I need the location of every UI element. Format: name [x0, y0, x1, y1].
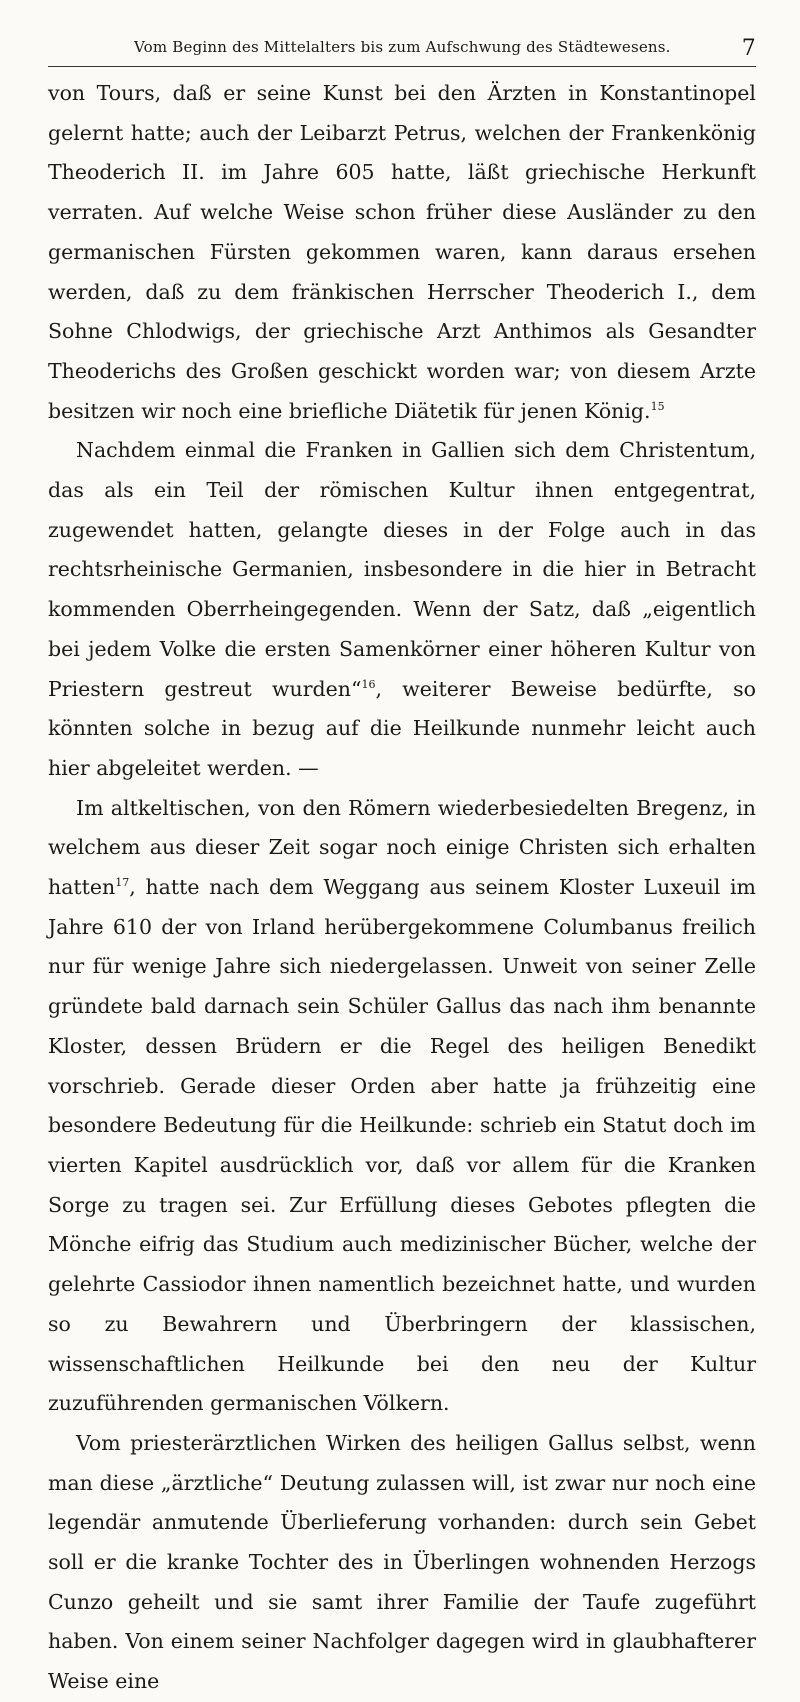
paragraph-text: Vom priesterärztlichen Wirken des heiligen Gallus selbst, wenn man diese „ärztliche“ Deutung zulassen will, ist zwar nur noch eine legendär anmutende Überlieferung vorhanden: durch sein Gebet soll er die kranke Tochter des in Überlingen wohnenden Herzogs Cunzo geheilt und sie samt ihrer Familie der Taufe zugeführt haben. Von einem seiner Nachfolger dagegen wird in glaubhafterer Weise eine: [48, 1430, 756, 1694]
paragraph: [48, 1424, 756, 1702]
paragraph: [48, 74, 756, 431]
footnote-ref[interactable]: 17: [115, 876, 130, 890]
running-title: Vom Beginn des Mittelalters bis zum Aufschwung des Städtewesens.: [134, 38, 671, 56]
body-text: [48, 74, 756, 1702]
paragraph-text: , hatte nach dem Weggang aus seinem Kloster Luxeuil im Jahre 610 der von Irland herübergekommene Columbanus freilich nur für wenige Jahre sich niedergelassen. Unweit von seiner Zelle gründete bald darnach sein Schüler Gallus das nach ihm benannte Kloster, dessen Brüdern er die Regel des heiligen Benedikt vorschrieb. Gerade dieser Orden aber hatte ja frühzeitig eine besondere Bedeutung für die Heilkunde: schrieb ein Statut doch im vierten Kapitel ausdrücklich vor, daß vor allem für die Kranken Sorge zu tragen sei. Zur Erfüllung dieses Gebotes pflegten die Mönche eifrig das Studium auch medizinischer Bücher, welche der gelehrte Cassiodor ihnen namentlich bezeichnet hatte, und wurden so zu Bewahrern und Überbringern der klassischen, wissenschaftlichen Heilkunde bei den neu der Kultur zuzuführenden germanischen Völkern.: [48, 875, 756, 1416]
footnote-ref[interactable]: 16: [361, 677, 376, 691]
header-rule: [48, 66, 756, 67]
paragraph: [48, 789, 756, 1424]
paragraph-text: Nachdem einmal die Franken in Gallien sich dem Christentum, das als ein Teil der römischen Kultur ihnen entgegentrat, zugewendet hatten, gelangte dieses in der Folge auch in das rechtsrheinische Germanien, insbesondere in die hier in Betracht kommenden Oberrheingegenden. Wenn der Satz, daß „eigentlich bei jedem Volke die ersten Samenkörner einer höheren Kultur von Priestern gestreut wurden“: [48, 438, 756, 701]
footnote-ref[interactable]: 15: [650, 399, 665, 413]
paragraph-text: von Tours, daß er seine Kunst bei den Ärzten in Konstantinopel gelernt hatte; auch der Leibarzt Petrus, welchen der Frankenkönig Theoderich II. im Jahre 605 hatte, läßt griechische Herkunft verraten. Auf welche Weise schon früher diese Ausländer zu den germanischen Fürsten gekommen waren, kann daraus ersehen werden, daß zu dem fränkischen Herrscher Theoderich I., dem Sohne Chlodwigs, der griechische Arzt Anthimos als Gesandter Theoderichs des Großen geschickt worden war; von diesem Arzte besitzen wir noch eine briefliche Diätetik für jenen König.: [48, 81, 756, 423]
page-number: 7: [741, 36, 756, 61]
paragraph: [48, 431, 756, 788]
running-head: [48, 36, 756, 60]
paragraph-text: , weiterer Beweise bedürfte, so könnten solche in bezug auf die Heilkunde nunmehr leicht auch hier abgeleitet werden. —: [48, 676, 756, 780]
paragraph-text: Im altkeltischen, von den Römern wiederbesiedelten Bregenz, in welchem aus dieser Zeit sogar noch einige Christen sich erhalten hatten: [48, 795, 756, 900]
